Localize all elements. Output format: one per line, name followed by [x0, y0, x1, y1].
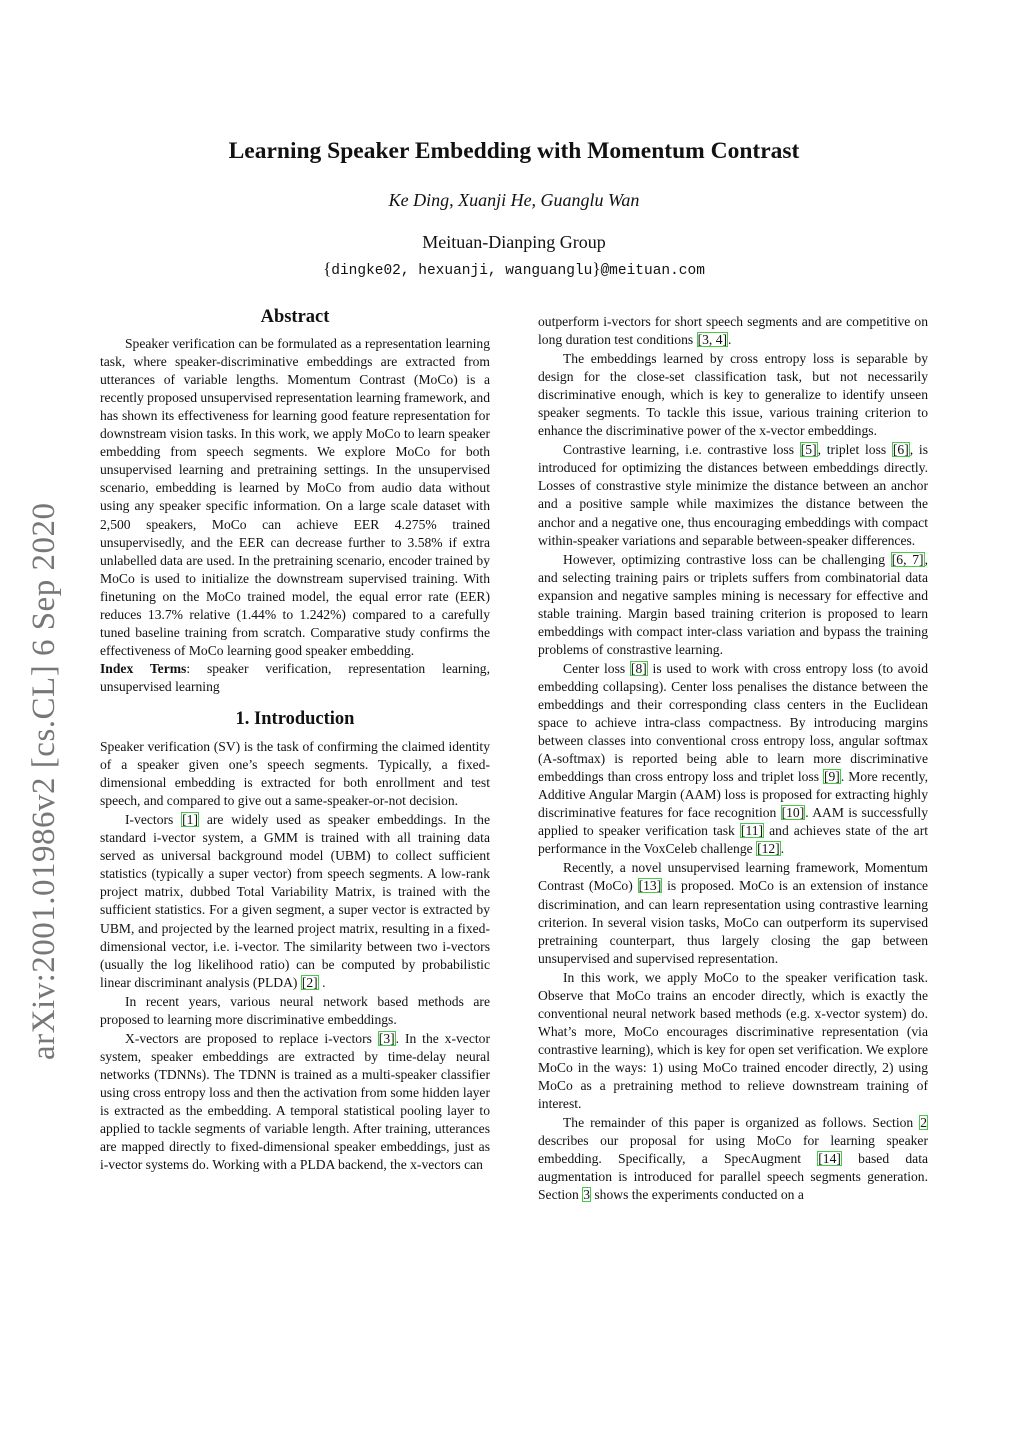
intro-paragraph-1: Speaker verification (SV) is the task of confirming the claimed identity of a speaker given one’s speech segments. Typically, a fixed-dimensional embedding is extracted for both enrollment and test speech, and compared to give out a same-speaker-or-not decision. — [100, 739, 490, 809]
citation-link[interactable]: [13] — [638, 878, 662, 894]
citation-link[interactable]: [6, 7] — [891, 551, 924, 567]
text-run: and achieves state of the art performance in the VoxCeleb challenge — [538, 823, 928, 857]
index-terms — [100, 660, 490, 696]
text-run: , and selecting training pairs or triplets suffers from combinatorial data expansion and negative samples mining is necessary for effective and stable training. Margin based training criterion is proposed to learn embeddings with compact inter-class variation and bypass the training problems of constrastive learning. — [538, 551, 928, 657]
right-paragraph-2: The embeddings learned by cross entropy loss is separable by design for the close-set classification task, but not necessarily discriminative enough, which is key to generalize to identify unseen speaker segments. To tackle this issue, various training criterion to enhance the discriminative power of the x-vector embeddings. — [538, 351, 928, 439]
citation-link[interactable]: [14] — [818, 1151, 841, 1167]
citation-link[interactable]: [12] — [757, 841, 780, 857]
section-link[interactable]: 2 — [920, 1115, 927, 1131]
text-run: shows the experiments conducted on a — [590, 1187, 804, 1203]
text-run: are widely used as speaker embeddings. In the standard i-vector system, a GMM is trained with all training data served as universal background model (UBM) to collect sufficient statistics (typically a super vector) from speech segments. A low-rank project matrix, dubbed Total Variability Matrix, is trained with the sufficient statistics. For a given segment, a super vector is extracted by UBM, and projected by the learned project matrix, resulting in a fixed-dimensional vector, i.e. i-vector. The similarity between two i-vectors (usually the log likelihood ratio) can be computed by probabilistic linear discriminant analysis (PLDA) — [100, 812, 490, 990]
text-run: is used to work with cross entropy loss (to avoid embedding collapsing). Center loss penalises the distance between the embeddings and their corresponding class centers in the Euclidean space to achieve intra-class compactness. By introducing margins between classes into conventional cross entropy loss, angular softmax (A-softmax) is reported being able to learn more discriminative embeddings than cross entropy loss and triplet loss — [538, 660, 928, 785]
text-run: I-vectors — [125, 812, 182, 828]
text-run: . AAM is successfully applied to speaker verification task — [538, 805, 928, 839]
author-emails — [100, 259, 928, 279]
email-brace-open: { — [323, 259, 332, 278]
right-column — [538, 313, 928, 1205]
text-run: However, optimizing contrastive loss can be challenging — [563, 551, 891, 567]
text-run: Recently, a novel unsupervised learning framework, Momentum Contrast (MoCo) — [538, 860, 928, 894]
text-run: , is introduced for optimizing the distances between embeddings directly. Losses of constrastive style minimize the distance between an anchor and a positive sample while maximizes the distance between the anchor and a negative one, thus encouraging embeddings with compact within-speaker variations and separable between-speaker differences. — [538, 442, 928, 548]
section-link[interactable]: 3 — [583, 1187, 590, 1203]
right-paragraph-8 — [538, 1114, 928, 1204]
paper-authors: Ke Ding, Xuanji He, Guanglu Wan — [388, 190, 640, 210]
text-run: The remainder of this paper is organized as follows. Section — [563, 1115, 920, 1131]
text-run: describes our proposal for using MoCo for learning speaker embedding. Specifically, a SpecAugment — [538, 1133, 928, 1167]
right-paragraph-5 — [538, 660, 928, 859]
email-domain: @meituan.com — [600, 263, 705, 279]
text-run: outperform i-vectors for short speech segments and are competitive on long duration test conditions — [538, 314, 928, 348]
abstract-heading: Abstract — [260, 307, 330, 327]
text-run: X-vectors are proposed to replace i-vectors — [125, 1030, 378, 1046]
citation-link[interactable]: [10] — [781, 805, 805, 821]
right-paragraph-3 — [538, 441, 928, 549]
intro-paragraph-2 — [100, 811, 490, 991]
citation-link[interactable]: [3, 4] — [697, 332, 728, 348]
text-run: . More recently, Additive Angular Margin (AAM) loss is proposed for extracting highly discriminative features for face recognition — [538, 769, 928, 821]
intro-paragraph-3: In recent years, various neural network based methods are proposed to learning more discriminative embeddings. — [100, 993, 490, 1027]
citation-link[interactable]: [9] — [823, 769, 840, 785]
text-run: , triplet loss — [817, 442, 892, 458]
intro-paragraph-4 — [100, 1030, 490, 1174]
paper-title: Learning Speaker Embedding with Momentum Contrast — [228, 138, 800, 164]
right-paragraph-4 — [538, 551, 928, 659]
citation-link[interactable]: [3] — [378, 1030, 395, 1046]
email-brace-close: } — [592, 259, 601, 278]
text-run: Contrastive learning, i.e. contrastive loss — [563, 442, 800, 458]
introduction-heading: 1. Introduction — [235, 708, 355, 729]
citation-link[interactable]: [2] — [301, 974, 318, 990]
citation-link[interactable]: [6] — [892, 442, 909, 458]
text-run: is proposed. MoCo is an extension of instance discrimination, and can learn representation using contrastive learning criterion. In several vision tasks, MoCo can outperform its supervised pretraining counterpart, thus largely closing the gap between unsupervised and supervised representation. — [538, 878, 929, 966]
text-run: . — [780, 841, 785, 857]
arxiv-identifier: arXiv:2001.01986v2 [cs.CL] 6 Sep 2020 — [26, 502, 62, 1060]
text-run: . — [728, 332, 732, 348]
index-terms-text: : speaker verification, representation learning, unsupervised learning — [100, 660, 490, 694]
abstract-section — [100, 308, 490, 696]
text-run: Center loss — [563, 660, 630, 676]
citation-link[interactable]: [1] — [182, 812, 198, 828]
index-terms-label: Index Terms — [100, 660, 187, 676]
citation-link[interactable]: [11] — [740, 823, 764, 839]
text-run: . In the x-vector system, speaker embeddings are extracted by time-delay neural networks (TDNNs). The TDNN is trained as a multi-speaker classifier using cross entropy loss and then the activation from some hidden layer is extracted as the embedding. A temporal statistical pooling layer to applied to tackle segments of variable length. After training, utterances are mapped directly to fixed-dimensional speaker embeddings, just as i-vector systems do. Working with a PLDA backend, the x-vectors can — [100, 1030, 490, 1173]
citation-link[interactable]: [5] — [800, 442, 817, 458]
left-column — [100, 308, 490, 1175]
affiliation: Meituan-Dianping Group — [422, 232, 606, 252]
right-paragraph-1 — [538, 313, 928, 349]
citation-link[interactable]: [8] — [630, 660, 647, 676]
text-run: . — [318, 974, 326, 990]
right-paragraph-6 — [538, 859, 928, 967]
right-paragraph-7: In this work, we apply MoCo to the speaker verification task. Observe that MoCo trains an encoder directly, which is exactly the conventional neural network based methods (e.g. x-vector system) do. What’s more, MoCo encourages discriminative representation (via contrastive learning), which is key for open set verification. We explore MoCo in the ways: 1) using MoCo trained encoder directly, 2) using MoCo as a pretraining method to relieve downstream training of interest. — [538, 969, 928, 1112]
abstract-body: Speaker verification can be formulated as a representation learning task, where speaker-discriminative embeddings are extracted from utterances of variable lengths. Momentum Contrast (MoCo) is a recently proposed unsupervised representation learning framework, and has shown its effectiveness for learning good feature representation for downstream vision tasks. In this work, we apply MoCo to learn speaker embedding from speech segments. We explore MoCo for both unsupervised learning and pretraining settings. In the unsupervised scenario, embedding is learned by MoCo from audio data without using any speaker specific information. On a large scale dataset with 2,500 speakers, MoCo can achieve EER 4.275% trained unsupervisedly, and the EER can decrease further to 3.58% if extra unlabelled data are used. In the pretraining scenario, encoder trained by MoCo is used to initialize the downstream supervised training. With finetuning on the MoCo trained model, the equal error rate (EER) reduces 13.7% relative (1.44% to 1.242%) compared to a carefully tuned baseline training from scratch. Comparative study confirms the effectiveness of MoCo learning good speaker embedding. — [100, 336, 490, 658]
email-users: dingke02, hexuanji, wanguanglu — [331, 263, 593, 279]
text-run: based data augmentation is introduced for parallel speech segments generation. Section — [538, 1151, 928, 1203]
